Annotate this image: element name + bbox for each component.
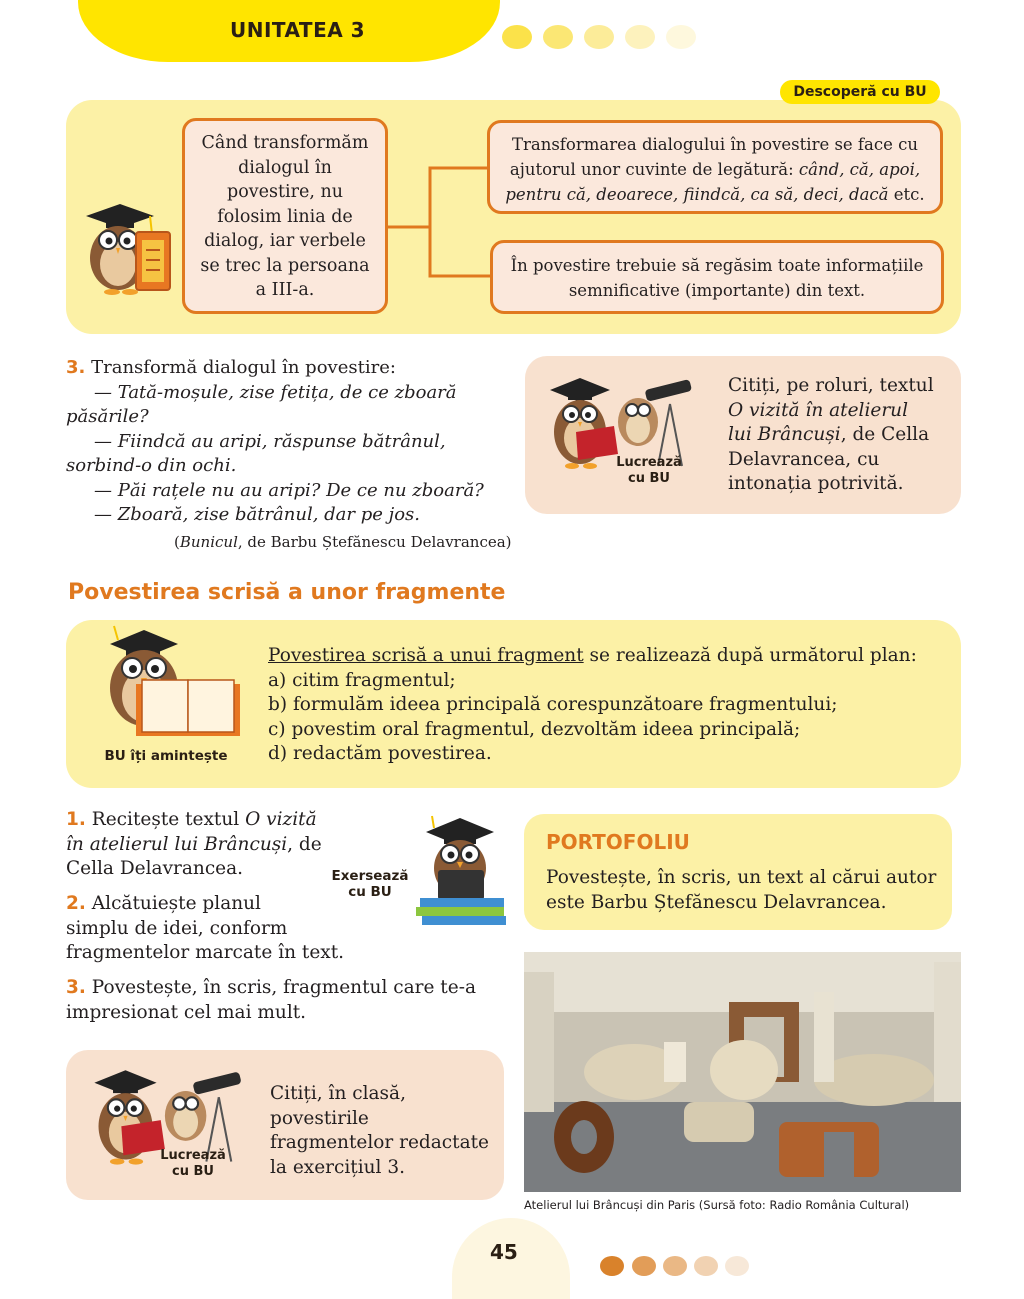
photo-caption: Atelierul lui Brâncuși din Paris (Sursă foto: Radio România Cultural) <box>524 1198 910 1212</box>
practice-label: Exersează cu BU <box>331 868 409 900</box>
exercise-1: 1. Recitește textul O vizită în atelierul lui Brâncuși, de Cella Delavrancea. <box>66 809 322 879</box>
exercise-3-write: 3. Povestește, în scris, fragmentul care te-a impresionat cel mai mult. <box>66 977 476 1023</box>
work-text-2: Citiți, în clasă, povestirile fragmentelor redactate la exercițiul 3. <box>270 1083 490 1178</box>
remember-text: Povestirea scrisă a unui fragment se realizează după următorul plan: a) citim fragmentul; b) formulăm ideea principală corespunzătoare fragmentului; c) povestim oral fragmentul, dezvoltăm ideea principală; d) redactăm povestirea. <box>268 645 917 764</box>
portfolio-title: PORTOFOLIU <box>546 830 690 854</box>
section-title: Povestirea scrisă a unor fragmente <box>68 580 506 605</box>
connectors-box: Transformarea dialogului în povestire se face cu ajutorul unor cuvinte de legătură: când, că, apoi, pentru că, deoarece, fiindcă, ca să, deci, dacă etc. <box>487 120 943 214</box>
work-text-1: Citiți, pe roluri, textul O vizită în atelierul lui Brâncuși, de Cella Delavrancea, cu intonația potrivită. <box>728 375 934 494</box>
owl-book-icon <box>72 200 176 296</box>
discover-tag: Descoperă cu BU <box>780 80 940 104</box>
remember-label: BU îți amintește <box>104 748 228 764</box>
exercise-2: 2. Alcătuiește planul simplu de idei, conform fragmentelor marcate în text. <box>66 893 345 963</box>
owl-laptop-icon <box>412 814 512 928</box>
portfolio-text: Povestește, în scris, un text al cărui autor este Barbu Ștefănescu Delavrancea. <box>546 867 937 913</box>
owl-open-book-icon <box>86 622 244 740</box>
work-label-2: Lucrează cu BU <box>160 1148 226 1179</box>
dialogue-source: (Bunicul, de Barbu Ștefănescu Delavrancea) <box>174 532 512 551</box>
exercise-3: 3. Transformă dialogul în povestire: — Tată-moșule, zise fetița, de ce zboară păsările? — Fiindcă au aripi, răspunse bătrânul, sorbind-o din ochi. — Păi rațele nu au aripi? De ce nu zboară? — Zboară, zise bătrânul, dar pe jos. (Bunicul, de Barbu Ștefănescu Delavrancea) <box>66 356 516 554</box>
work-label-1: Lucrează cu BU <box>616 455 682 486</box>
brancusi-studio-photo <box>524 952 961 1192</box>
connector-lines <box>386 140 496 290</box>
main-rule-box: Când transformăm dialogul în povestire, nu folosim linia de dialog, iar verbele se trec la persoana a III-a. <box>182 118 388 314</box>
information-box: În povestire trebuie să regăsim toate informațiile semnificative (importante) din text. <box>490 240 944 314</box>
unit-title: UNITATEA 3 <box>230 18 366 42</box>
page-number: 45 <box>490 1240 518 1264</box>
